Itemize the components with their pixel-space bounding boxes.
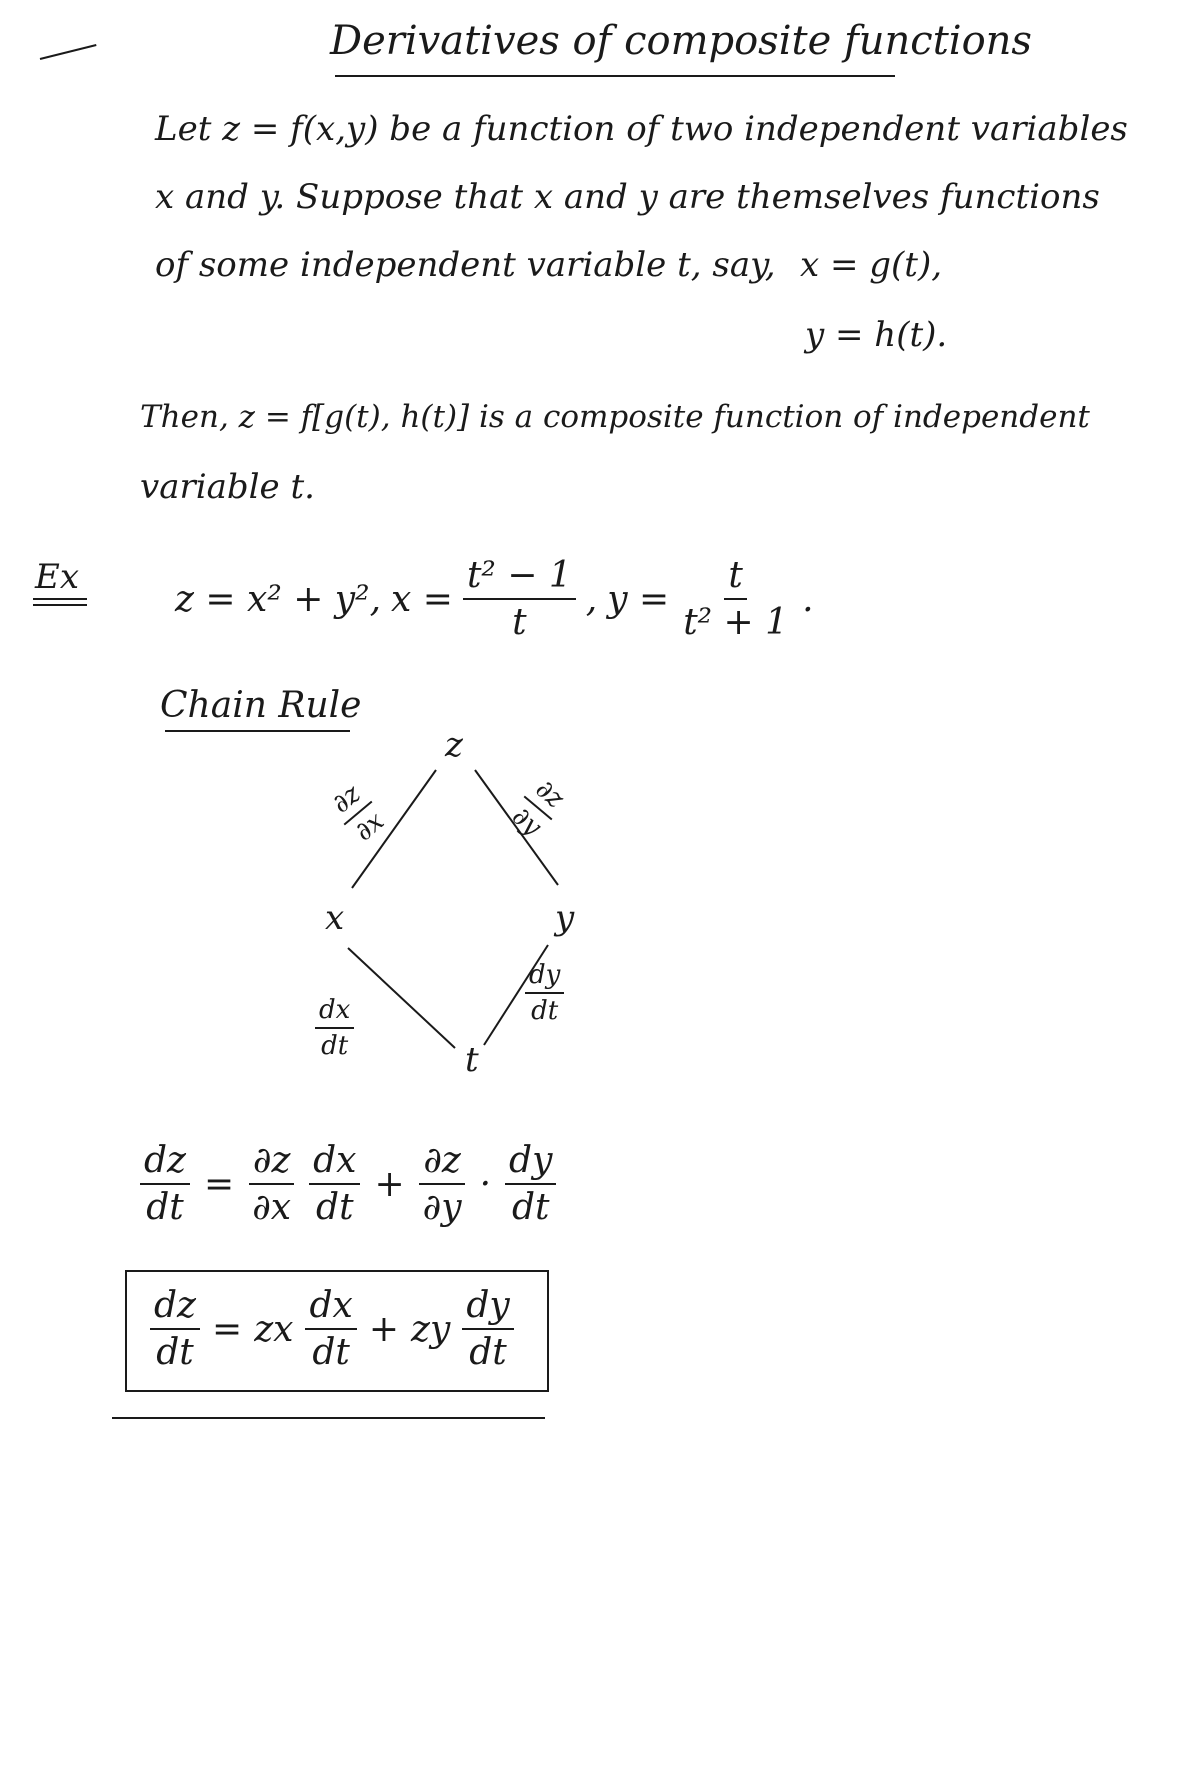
- edge-label-dx-dt: [315, 995, 354, 1061]
- node-z: z: [445, 725, 463, 765]
- edge-label-dz-dy-den: ∂y: [506, 801, 547, 843]
- edge-label-dz-dx-num: ∂z: [323, 776, 372, 825]
- node-t: t: [465, 1040, 479, 1080]
- edge-x-t: [348, 948, 455, 1048]
- boxed-formula: [150, 1285, 514, 1373]
- formula1-term-dy-dt-num: dy: [505, 1140, 556, 1185]
- formula1-term-dz-dx-num: ∂z: [249, 1140, 295, 1185]
- formula1-term-dx-dt-den: dt: [316, 1187, 354, 1228]
- edge-label-dx-dt-den: dt: [321, 1031, 349, 1061]
- formula2-lhs: [150, 1285, 200, 1373]
- formula1-term-dz-dy: [419, 1140, 466, 1228]
- formula1-lhs-den: dt: [146, 1187, 184, 1228]
- example-period: .: [802, 578, 814, 620]
- formula2-term-dy-dt-num: dy: [462, 1285, 513, 1330]
- chain-rule-heading: Chain Rule: [160, 685, 362, 726]
- edge-label-dz-dx-den: ∂x: [349, 806, 391, 848]
- formula2-equals: =: [212, 1308, 243, 1350]
- x-definition: x = g(t),: [800, 245, 943, 285]
- edge-label-dx-dt-num: dx: [315, 995, 354, 1029]
- formula1-term-dx-dt: [309, 1140, 360, 1228]
- edge-label-dy-dt-den: dt: [531, 996, 559, 1026]
- example-label: Ex: [35, 557, 79, 597]
- formula1-term-dx-dt-num: dx: [309, 1140, 360, 1185]
- edge-label-dy-dt-num: dy: [525, 960, 564, 994]
- formula1-plus: +: [374, 1163, 405, 1205]
- formula1-term-dy-dt: [505, 1140, 556, 1228]
- formula2-lhs-num: dz: [150, 1285, 200, 1330]
- formula2-term-dy-dt: [462, 1285, 513, 1373]
- example-comma: ,: [585, 578, 598, 620]
- formula1-term-dz-dx: [248, 1140, 295, 1228]
- formula2-term-dx-dt-num: dx: [305, 1285, 356, 1330]
- formula2-zx: zx: [254, 1308, 294, 1350]
- example-z-expression: z = x² + y²,: [175, 578, 382, 620]
- formula2-plus: +: [368, 1308, 399, 1350]
- formula2-term-dx-dt-den: dt: [312, 1332, 350, 1373]
- intro-line-3: of some independent variable t, say,: [155, 245, 776, 285]
- composite-line-1: Then, z = f[g(t), h(t)] is a composite function of independent: [140, 399, 1090, 435]
- node-x: x: [325, 898, 345, 938]
- formula1-lhs-num: dz: [140, 1140, 190, 1185]
- formula1-term-dz-dy-den: ∂y: [422, 1187, 462, 1228]
- chain-rule-formula: [140, 1140, 556, 1228]
- node-y: y: [555, 898, 575, 938]
- composite-line-2: variable t.: [140, 467, 315, 507]
- example-x-denominator: t: [512, 602, 527, 643]
- example-y-numerator: t: [724, 555, 746, 600]
- y-definition: y = h(t).: [805, 315, 948, 355]
- example-y-denominator: t² + 1: [683, 602, 789, 643]
- page-title: Derivatives of composite functions: [330, 18, 1032, 64]
- intro-line-1: Let z = f(x,y) be a function of two independent variables: [155, 109, 1128, 149]
- boxed-formula-underline: [112, 1417, 545, 1419]
- formula1-term-dz-dy-num: ∂z: [419, 1140, 465, 1185]
- formula2-zy: zy: [411, 1308, 451, 1350]
- formula1-equals: =: [204, 1163, 235, 1205]
- formula1-term-dy-dt-den: dt: [511, 1187, 550, 1228]
- example-x-lhs: x =: [391, 578, 453, 620]
- intro-line-2: x and y. Suppose that x and y are themselves functions: [155, 177, 1100, 217]
- example-y-lhs: y =: [607, 578, 670, 620]
- edge-label-dy-dt: [525, 960, 564, 1026]
- formula2-term-dy-dt-den: dt: [469, 1332, 507, 1373]
- formula1-term-dz-dx-den: ∂x: [252, 1187, 292, 1228]
- edge-label-dz-dy-num: ∂z: [524, 771, 573, 820]
- formula1-dot: ·: [479, 1163, 492, 1205]
- formula2-term-dx-dt: [305, 1285, 356, 1373]
- example-x-numerator: t² − 1: [463, 555, 576, 600]
- formula1-lhs: [140, 1140, 190, 1228]
- formula2-lhs-den: dt: [156, 1332, 194, 1373]
